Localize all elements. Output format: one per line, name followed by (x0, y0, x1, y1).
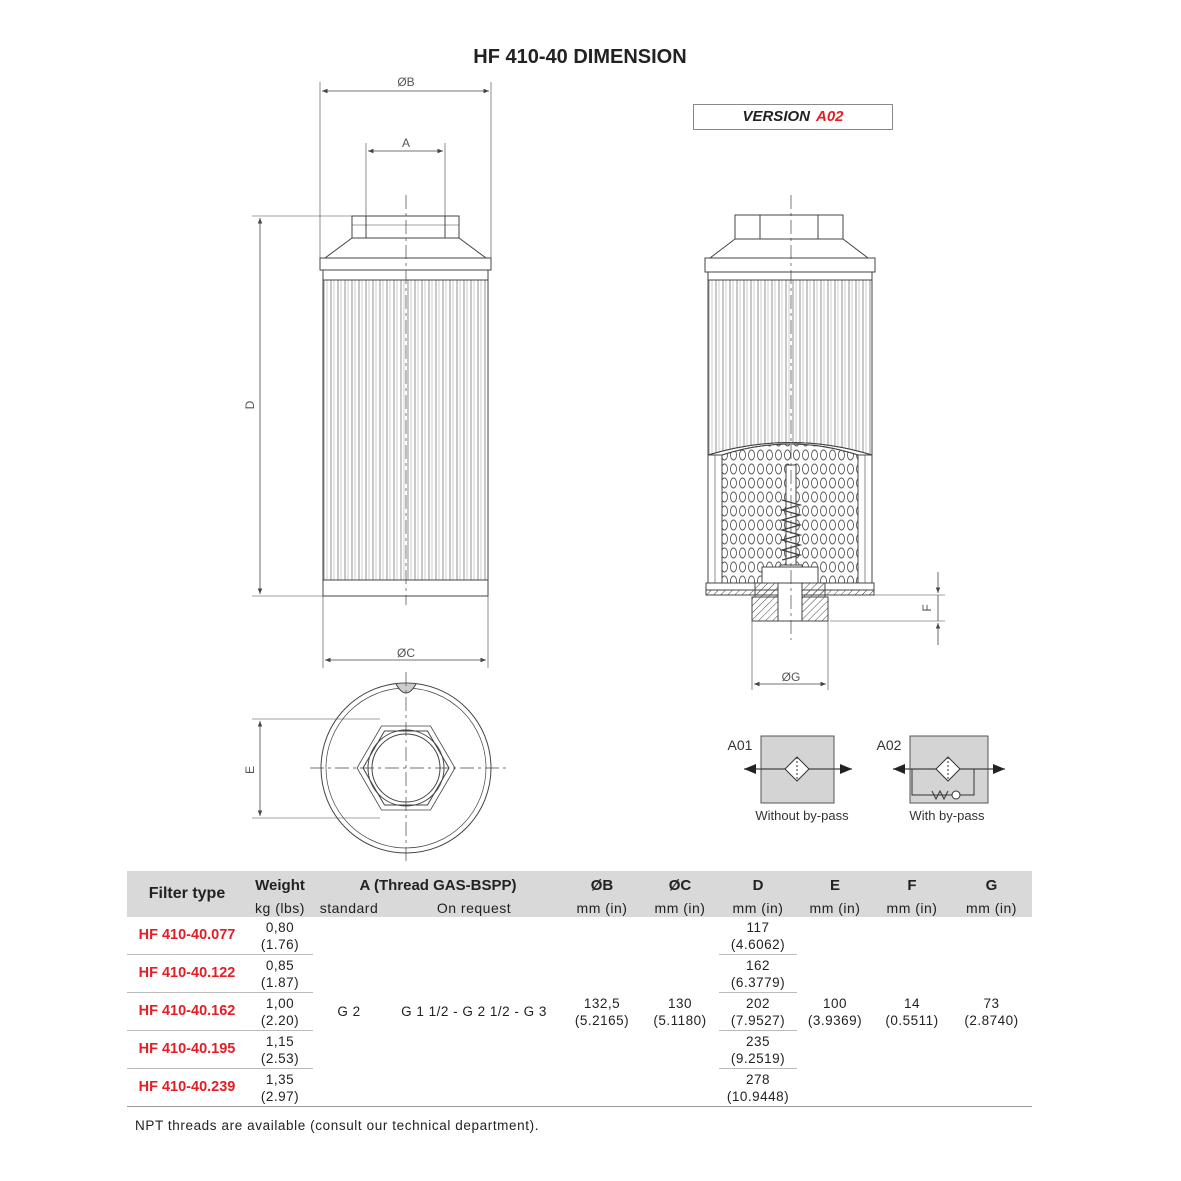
header-c: ØC (641, 871, 719, 899)
d-in: (7.9527) (730, 1012, 786, 1028)
weight-kg: 1,15 (265, 1033, 295, 1049)
version-label: VERSION (742, 108, 810, 125)
d-cell (719, 993, 797, 1031)
label-a: A (401, 136, 411, 150)
footnote: NPT threads are available (consult our technical department). (135, 1118, 540, 1133)
g-cell (951, 917, 1032, 1107)
symbol-a01-caption: Without by-pass (755, 808, 849, 823)
header-thread: A (Thread GAS-BSPP) (313, 871, 563, 899)
side-view (252, 82, 491, 668)
weight-lbs: (1.76) (260, 936, 300, 952)
d-in: (6.3779) (730, 974, 786, 990)
e-mm: 100 (822, 995, 848, 1011)
weight-kg: 1,35 (265, 1071, 295, 1087)
subheader-e: mm (in) (797, 899, 873, 917)
b-mm: 132,5 (583, 995, 621, 1011)
b-cell (563, 917, 641, 1107)
d-cell (719, 1031, 797, 1069)
header-e: E (797, 871, 873, 899)
d-cell (719, 917, 797, 955)
header-g: G (951, 871, 1032, 899)
subheader-b: mm (in) (563, 899, 641, 917)
e-cell (797, 917, 873, 1107)
weight-cell (247, 917, 313, 955)
weight-kg: 0,80 (265, 919, 295, 935)
thread-standard-cell: G 2 (313, 917, 385, 1107)
d-cell (719, 955, 797, 993)
d-in: (4.6062) (730, 936, 786, 952)
header-weight: Weight (247, 871, 313, 899)
filter-type-cell: HF 410-40.239 (127, 1069, 247, 1107)
version-code: A02 (815, 108, 844, 125)
g-mm: 73 (983, 995, 1000, 1011)
g-in: (2.8740) (964, 1012, 1019, 1028)
b-in: (5.2165) (574, 1012, 630, 1028)
section-view (705, 195, 945, 690)
header-filter-type: Filter type (127, 871, 247, 917)
weight-lbs: (1.87) (260, 974, 300, 990)
header-b: ØB (563, 871, 641, 899)
f-cell (873, 917, 951, 1107)
d-mm: 278 (745, 1071, 771, 1087)
thread-on-request-cell: G 1 1/2 - G 2 1/2 - G 3 (385, 917, 563, 1107)
header-d: D (719, 871, 797, 899)
subheader-c: mm (in) (641, 899, 719, 917)
symbol-a01-code: A01 (727, 737, 753, 753)
d-in: (10.9448) (726, 1088, 790, 1104)
subheader-standard: standard (313, 899, 385, 917)
weight-lbs: (2.97) (260, 1088, 300, 1104)
symbol-a02 (893, 736, 1005, 803)
f-in: (0.5511) (885, 1012, 939, 1028)
subheader-weight: kg (lbs) (247, 899, 313, 917)
weight-cell (247, 955, 313, 993)
symbol-a02-caption: With by-pass (909, 808, 985, 823)
weight-kg: 0,85 (265, 957, 295, 973)
subheader-f: mm (in) (873, 899, 951, 917)
filter-type-cell: HF 410-40.162 (127, 993, 247, 1031)
weight-cell (247, 1069, 313, 1107)
d-mm: 117 (746, 919, 770, 935)
d-in: (9.2519) (730, 1050, 786, 1066)
weight-kg: 1,00 (265, 995, 295, 1011)
d-mm: 162 (745, 957, 771, 973)
symbol-a02-code: A02 (876, 737, 902, 753)
c-mm: 130 (667, 995, 693, 1011)
d-mm: 202 (745, 995, 771, 1011)
symbol-a01 (744, 736, 852, 803)
c-in: (5.1180) (653, 1012, 707, 1028)
d-cell (719, 1069, 797, 1107)
subheader-on-request: On request (385, 899, 563, 917)
top-view (252, 672, 510, 864)
subheader-d: mm (in) (719, 899, 797, 917)
label-d: D (243, 400, 257, 410)
weight-cell (247, 993, 313, 1031)
subheader-g: mm (in) (951, 899, 1032, 917)
dimension-table (127, 871, 1032, 1107)
label-dia-c: ØC (397, 646, 415, 660)
filter-type-cell: HF 410-40.122 (127, 955, 247, 993)
e-in: (3.9369) (807, 1012, 863, 1028)
f-mm: 14 (903, 995, 921, 1011)
label-e: E (243, 765, 257, 775)
d-mm: 235 (745, 1033, 771, 1049)
label-f: F (920, 604, 934, 612)
label-dia-b: ØB (397, 75, 415, 89)
weight-lbs: (2.20) (260, 1012, 300, 1028)
weight-lbs: (2.53) (260, 1050, 300, 1066)
weight-cell (247, 1031, 313, 1069)
filter-type-cell: HF 410-40.077 (127, 917, 247, 955)
filter-type-cell: HF 410-40.195 (127, 1031, 247, 1069)
page-title: HF 410-40 DIMENSION (473, 46, 687, 68)
c-cell (641, 917, 719, 1107)
header-f: F (873, 871, 951, 899)
label-dia-g: ØG (781, 670, 801, 684)
table-row (127, 917, 1032, 955)
